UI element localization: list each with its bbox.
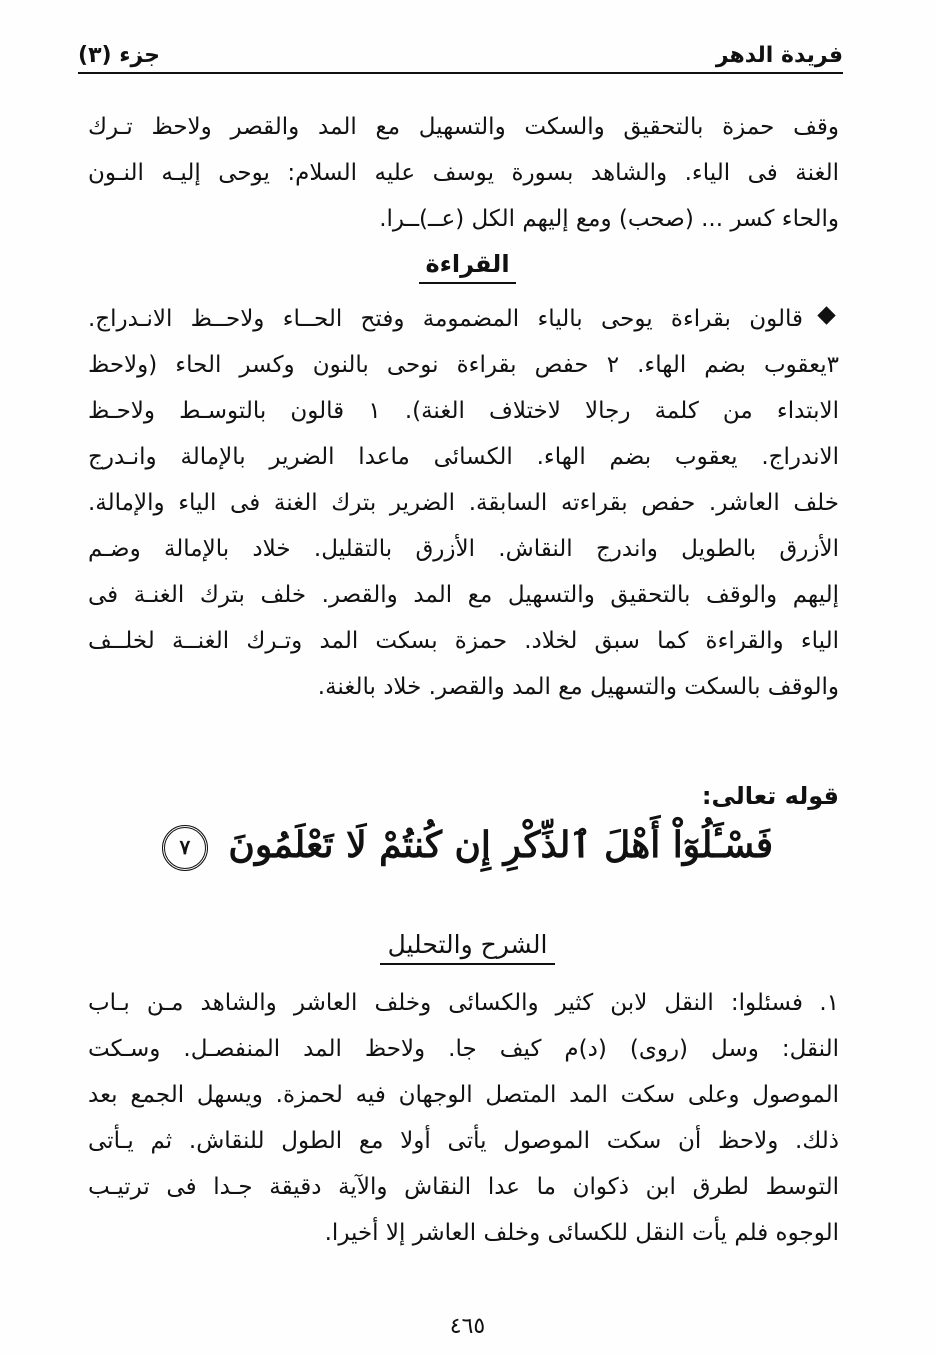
text-line: الياء والقراءة كما سبق لخلاد. حمزة بسكت المد وتـرك الغنــة لخلــف [88, 628, 839, 654]
qiraa-paragraph [88, 296, 803, 342]
text-line: الأزرق بالطويل واندرج النقاش. الأزرق بالتقليل. خلاد بالإمالة وضـم [88, 536, 839, 562]
diamond-bullet-icon [817, 306, 835, 324]
text-line: خلف العاشر. حفص بقراءته السابقة. الضرير بترك الغنة فى الياء والإمالة. [88, 490, 839, 516]
text-line: الغنة فى الياء. والشاهد بسورة يوسف عليه السلام: يوحى إليـه النـون [88, 160, 839, 186]
text-line: ذلك. ولاحظ أن سكت الموصول يأتى أولا مع الطول للنقاش. ثم يـأتى [88, 1128, 839, 1154]
text-line: إليهم والوقف بالتحقيق والتسهيل مع المد والقصر. خلف بترك الغنـة فى [88, 582, 839, 608]
text-line: والوقف بالسكت والتسهيل مع المد والقصر. خلاد بالغنة. [317, 674, 839, 700]
text-line: قالون بقراءة يوحى بالياء المضمومة وفتح الحــاء ولاحــظ الانـدراج. [88, 306, 803, 332]
text-line: فسئلوا: النقل لابن كثير والكسائى وخلف العاشر والشاهد مـن بـاب [88, 990, 803, 1016]
text-line: الاندراج. يعقوب بضم الهاء. الكسائى ماعدا الضرير بالإمالة وانـدرج [88, 444, 839, 470]
sharh-first-line [88, 980, 803, 1026]
qiraa-heading [0, 250, 935, 284]
qiraa-title: القراءة [419, 250, 515, 284]
text-line: النقل: وسل (روى) (د)م كيف جا. ولاحظ المد المنفصـل. وسـكت [88, 1036, 839, 1062]
text-line: وقف حمزة بالتحقيق والسكت والتسهيل مع المد والقصر ولاحظ تـرك [88, 114, 839, 140]
text-line: والحاء كسر ... (صحب) ومع إليهم الكل (عــ)ــرا. [379, 206, 839, 232]
quran-verse [0, 824, 935, 871]
paragraph-waqf [88, 104, 839, 242]
sharh-title: الشرح والتحليل [380, 930, 556, 965]
text-line: الوجوه فلم يأت النقل للكسائى وخلف العاشر إلا أخيرا. [324, 1220, 839, 1246]
sharh-heading [0, 930, 935, 965]
ayah-number-marker: ٧ [162, 825, 208, 871]
verse-intro: قوله تعالى: [701, 782, 839, 810]
page-number: ٤٦٥ [449, 1314, 486, 1339]
header-rule [78, 72, 843, 74]
book-title: فريدة الدهر [715, 43, 843, 68]
text-line: الابتداء من كلمة رجالا لاختلاف الغنة). ١ قالون بالتوسـط ولاحـظ [88, 398, 839, 424]
text-line: الموصول وعلى سكت المد المتصل الوجهان فيه لحمزة. ويسهل الجمع بعد [88, 1082, 839, 1108]
part-label: جزء (٣) [78, 43, 161, 68]
text-line: ٣يعقوب بضم الهاء. ٢ حفص بقراءة نوحى بالنون وكسر الحاء (ولاحظ [88, 352, 839, 378]
item-number: ١. [819, 990, 839, 1016]
text-line: التوسط لطرق ابن ذكوان ما عدا النقاش والآية دقيقة جـدا فى ترتيـب [88, 1174, 839, 1200]
sharh-paragraph [88, 1026, 839, 1256]
verse-text: فَسْـَٔلُوٓاْ أَهْلَ ٱلذِّكْرِ إِن كُنتُمْ لَا تَعْلَمُونَ [228, 824, 774, 866]
running-header [78, 28, 843, 68]
qiraa-paragraph-continued [88, 342, 839, 710]
